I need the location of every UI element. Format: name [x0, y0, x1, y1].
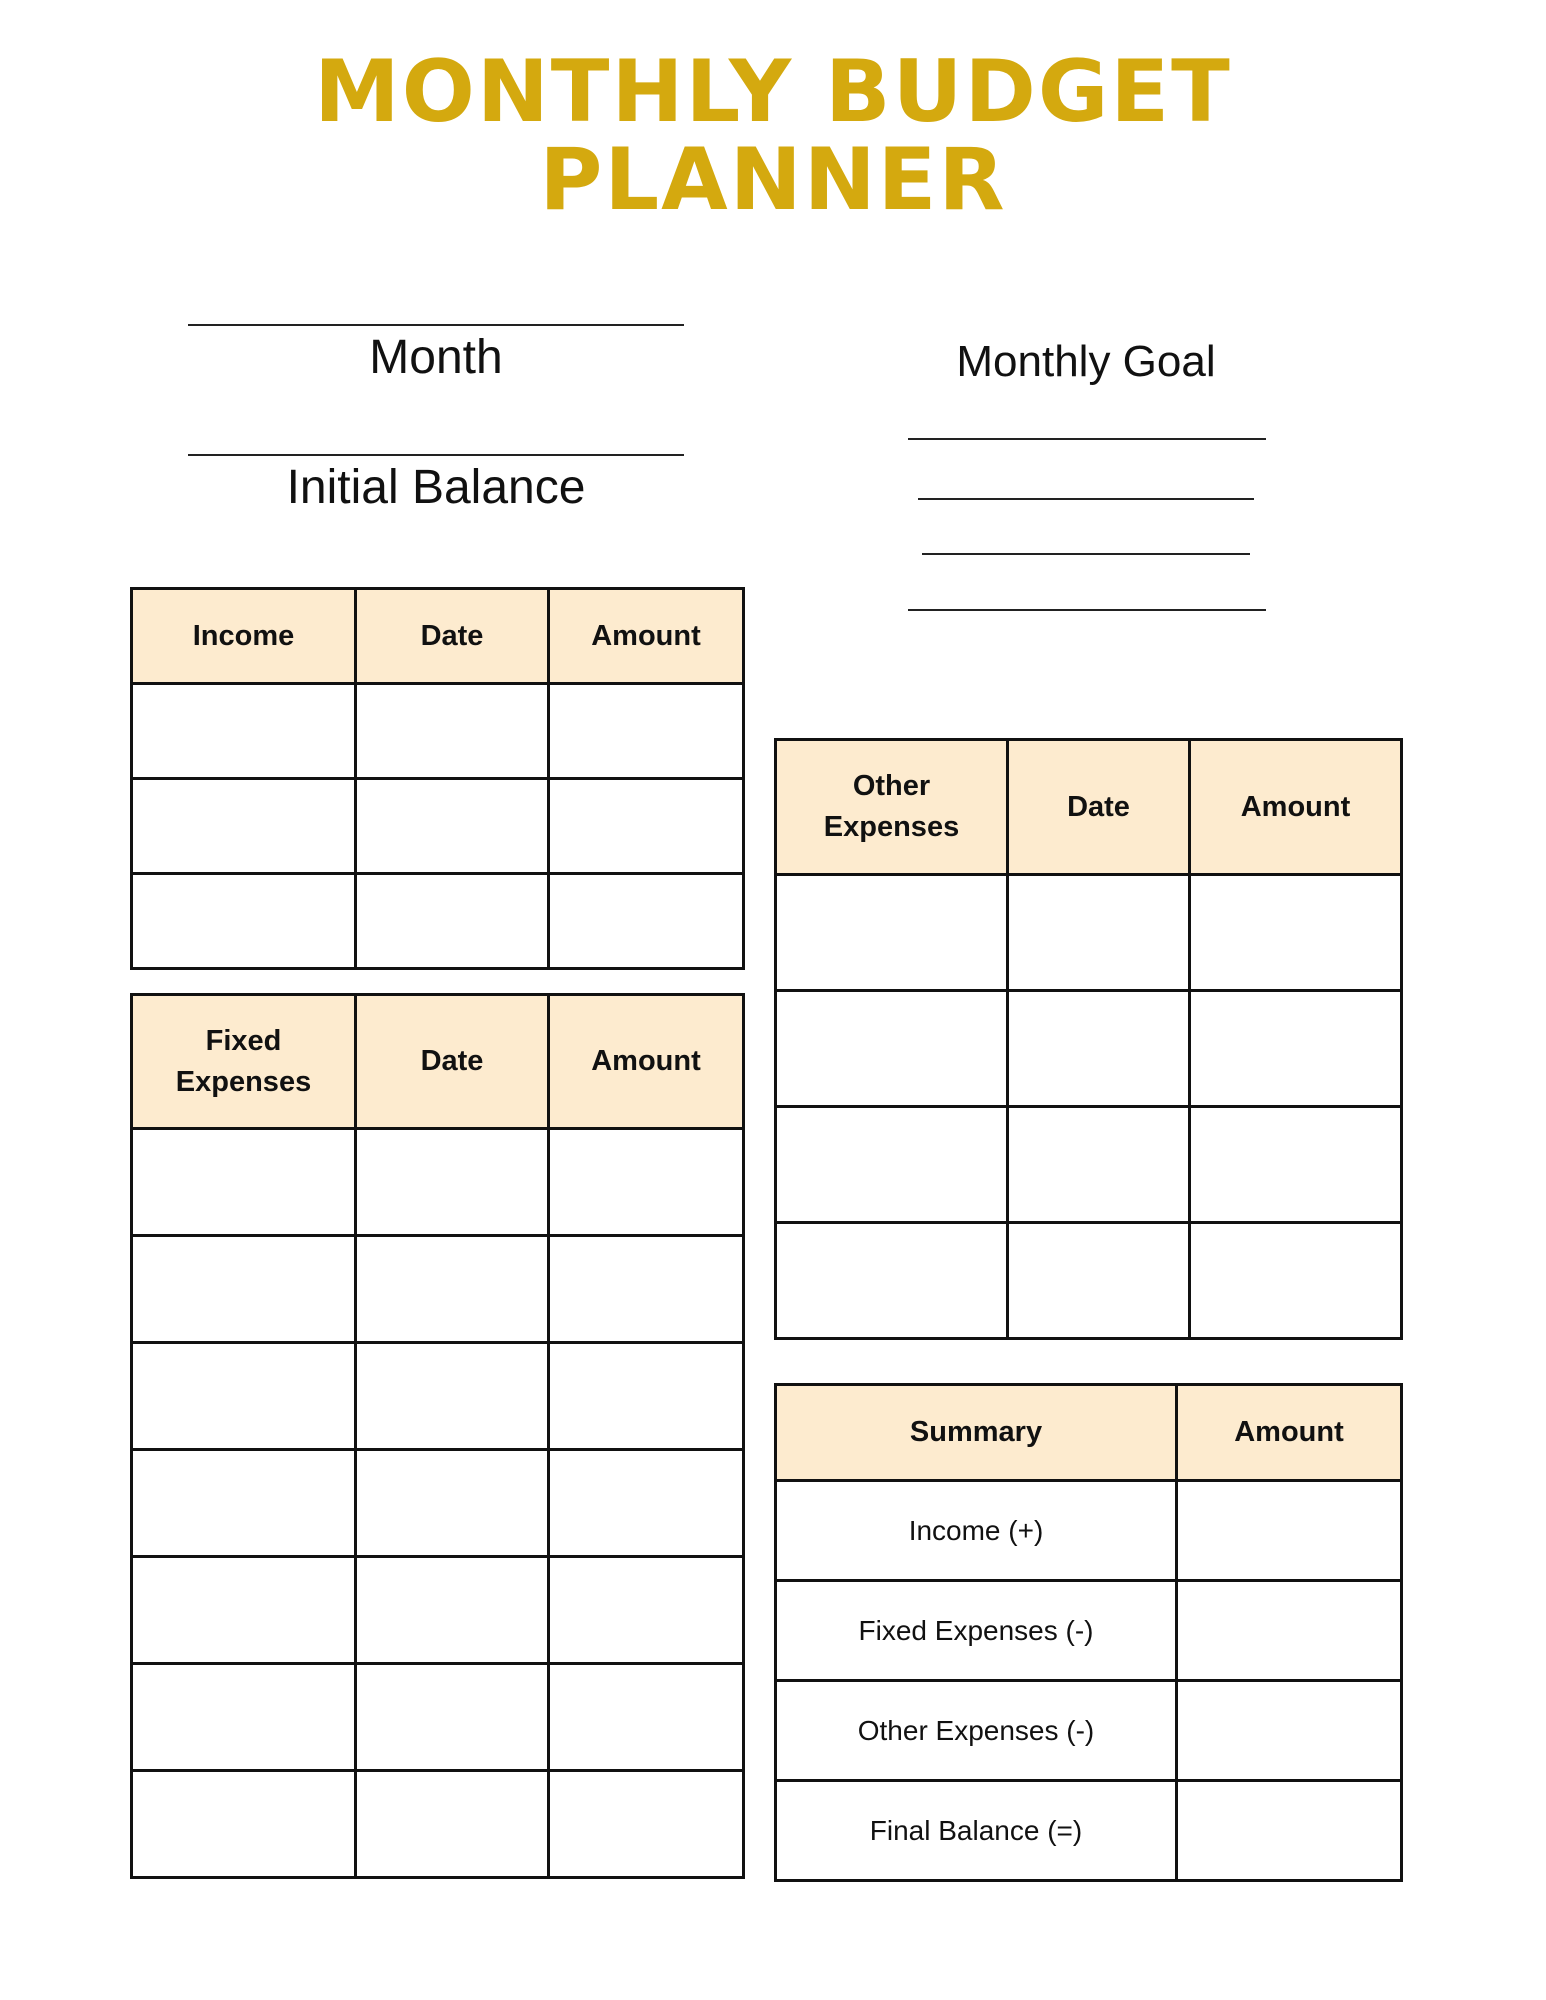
- monthly-goal-line-4[interactable]: [908, 609, 1266, 611]
- other-date-cell[interactable]: [1008, 991, 1190, 1107]
- fixed-expenses-table: [130, 993, 745, 1879]
- other-expenses-header-line-1: Other: [852, 770, 931, 802]
- other-amount-cell[interactable]: [1190, 875, 1402, 991]
- summary-row-label: Final Balance (=): [776, 1781, 1177, 1881]
- income-date-header: Date: [356, 589, 549, 684]
- month-field-line[interactable]: [188, 324, 684, 326]
- fixed-date-cell[interactable]: [356, 1343, 549, 1450]
- summary-amount-cell[interactable]: [1177, 1481, 1402, 1581]
- summary-amount-cell[interactable]: [1177, 1781, 1402, 1881]
- income-date-cell[interactable]: [356, 684, 549, 779]
- fixed-date-cell[interactable]: [356, 1236, 549, 1343]
- other-expense-cell[interactable]: [776, 1223, 1008, 1339]
- other-amount-header: Amount: [1190, 740, 1402, 875]
- summary-header: Summary: [776, 1385, 1177, 1481]
- initial-balance-label: Initial Balance: [286, 461, 586, 514]
- fixed-date-cell[interactable]: [356, 1771, 549, 1878]
- summary-amount-cell[interactable]: [1177, 1681, 1402, 1781]
- fixed-expense-cell[interactable]: [132, 1557, 356, 1664]
- income-table: [130, 587, 745, 970]
- income-amount-header: Amount: [549, 589, 744, 684]
- summary-row-label: Income (+): [776, 1481, 1177, 1581]
- fixed-expense-cell[interactable]: [132, 1236, 356, 1343]
- other-date-cell[interactable]: [1008, 1223, 1190, 1339]
- fixed-expense-cell[interactable]: [132, 1129, 356, 1236]
- fixed-expense-cell[interactable]: [132, 1450, 356, 1557]
- title-line-1: MONTHLY BUDGET: [314, 42, 1232, 142]
- initial-balance-field-line[interactable]: [188, 454, 684, 456]
- fixed-amount-cell[interactable]: [549, 1557, 744, 1664]
- fixed-date-cell[interactable]: [356, 1664, 549, 1771]
- fixed-amount-cell[interactable]: [549, 1771, 744, 1878]
- fixed-amount-cell[interactable]: [549, 1664, 744, 1771]
- fixed-expenses-header-line-1: Fixed: [205, 1024, 282, 1057]
- summary-row-label: Other Expenses (-): [776, 1681, 1177, 1781]
- fixed-amount-cell[interactable]: [549, 1129, 744, 1236]
- monthly-goal-line-3[interactable]: [922, 553, 1250, 555]
- other-date-cell[interactable]: [1008, 875, 1190, 991]
- other-date-cell[interactable]: [1008, 1107, 1190, 1223]
- fixed-expense-cell[interactable]: [132, 1771, 356, 1878]
- other-date-header: Date: [1008, 740, 1190, 875]
- income-header: Income: [132, 589, 356, 684]
- page-title: [0, 42, 1546, 230]
- fixed-amount-header: Amount: [549, 995, 744, 1129]
- income-cell[interactable]: [132, 779, 356, 874]
- summary-table: [774, 1383, 1403, 1882]
- title-line-2: PLANNER: [539, 130, 1007, 230]
- fixed-amount-cell[interactable]: [549, 1343, 744, 1450]
- income-amount-cell[interactable]: [549, 874, 744, 969]
- summary-amount-header: Amount: [1177, 1385, 1402, 1481]
- fixed-date-cell[interactable]: [356, 1450, 549, 1557]
- fixed-expenses-header-line-2: Expenses: [175, 1065, 312, 1098]
- income-cell[interactable]: [132, 684, 356, 779]
- income-date-cell[interactable]: [356, 874, 549, 969]
- other-amount-cell[interactable]: [1190, 1223, 1402, 1339]
- other-expenses-header-line-2: Expenses: [823, 811, 960, 843]
- fixed-expense-cell[interactable]: [132, 1664, 356, 1771]
- income-date-cell[interactable]: [356, 779, 549, 874]
- income-amount-cell[interactable]: [549, 779, 744, 874]
- income-amount-cell[interactable]: [549, 684, 744, 779]
- monthly-goal-line-1[interactable]: [908, 438, 1266, 440]
- fixed-amount-cell[interactable]: [549, 1450, 744, 1557]
- other-amount-cell[interactable]: [1190, 991, 1402, 1107]
- fixed-amount-cell[interactable]: [549, 1236, 744, 1343]
- fixed-expense-cell[interactable]: [132, 1343, 356, 1450]
- fixed-date-header: Date: [356, 995, 549, 1129]
- other-expenses-table: [774, 738, 1403, 1340]
- month-label: Month: [369, 331, 503, 384]
- summary-row-label: Fixed Expenses (-): [776, 1581, 1177, 1681]
- other-expense-cell[interactable]: [776, 1107, 1008, 1223]
- summary-amount-cell[interactable]: [1177, 1581, 1402, 1681]
- other-amount-cell[interactable]: [1190, 1107, 1402, 1223]
- other-expenses-header: [776, 740, 1008, 875]
- other-expense-cell[interactable]: [776, 875, 1008, 991]
- fixed-expenses-header: [132, 995, 356, 1129]
- income-cell[interactable]: [132, 874, 356, 969]
- fixed-date-cell[interactable]: [356, 1129, 549, 1236]
- monthly-goal-label: Monthly Goal: [956, 337, 1216, 386]
- fixed-date-cell[interactable]: [356, 1557, 549, 1664]
- monthly-goal-line-2[interactable]: [918, 498, 1254, 500]
- other-expense-cell[interactable]: [776, 991, 1008, 1107]
